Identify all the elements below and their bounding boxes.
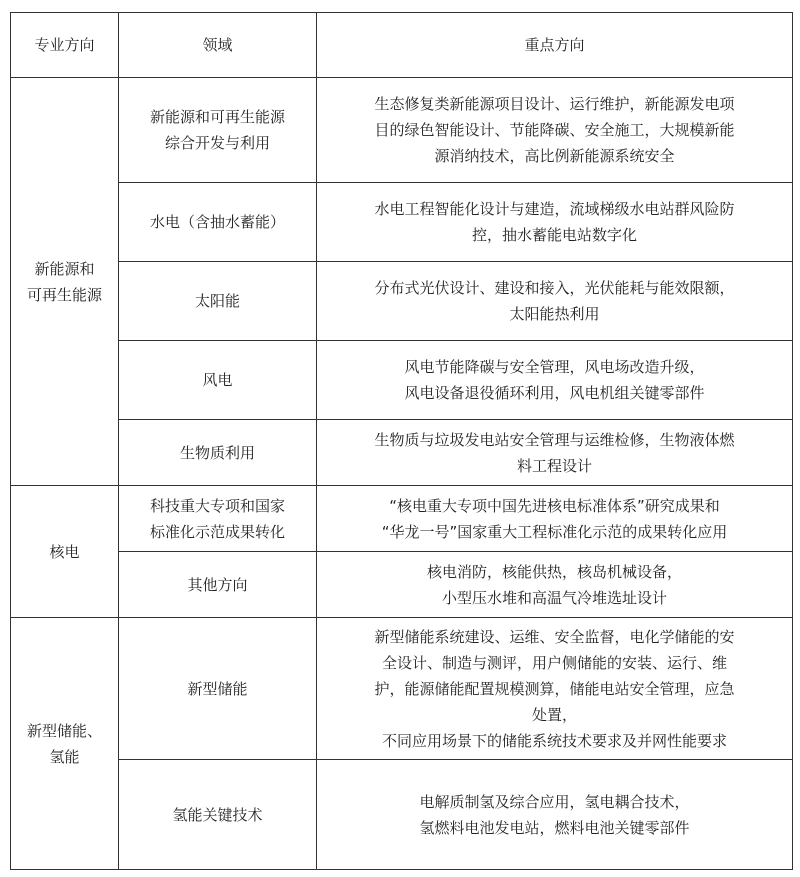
table-row — [11, 341, 793, 420]
domain-line: 新能源和可再生能源 — [149, 108, 285, 126]
direction-cell — [11, 486, 119, 618]
domain-cell — [119, 618, 317, 760]
table-row — [11, 262, 793, 341]
focus-cell — [317, 262, 793, 341]
standards-table — [10, 12, 793, 870]
focus-line: 不同应用场景下的储能系统技术要求及并网性能要求 — [381, 731, 727, 750]
domain-line: 新型储能 — [187, 679, 248, 698]
header-domain: 领域 — [119, 13, 317, 78]
domain-line: 科技重大专项和国家 — [149, 496, 285, 515]
direction-cell — [11, 618, 119, 870]
domain-cell — [119, 341, 317, 420]
focus-line: 目的绿色智能设计、节能降碳、安全施工，大规模新能 — [374, 121, 735, 139]
focus-line: 生物质与垃圾发电站安全管理与运维检修，生物液体燃 — [374, 430, 735, 449]
table-row — [11, 183, 793, 262]
header-direction: 专业方向 — [11, 13, 119, 78]
focus-line: 氢燃料电池发电站，燃料电池关键零部件 — [419, 818, 690, 837]
focus-line: 源消纳技术，高比例新能源系统安全 — [434, 147, 675, 165]
focus-line: “华龙一号”国家重大工程标准化示范的成果转化应用 — [381, 522, 728, 541]
focus-cell — [317, 420, 793, 486]
header-focus: 重点方向 — [317, 13, 793, 78]
focus-cell — [317, 183, 793, 262]
domain-line: 氢能关键技术 — [172, 805, 263, 824]
focus-cell — [317, 618, 793, 760]
domain-cell — [119, 760, 317, 870]
table-row — [11, 420, 793, 486]
table-row — [11, 760, 793, 870]
focus-cell — [317, 78, 793, 183]
focus-line: 分布式光伏设计、建设和接入，光伏能耗与能效限额， — [374, 279, 735, 297]
focus-cell — [317, 760, 793, 870]
direction-line: 新能源和 — [34, 259, 95, 278]
focus-line: 全设计、制造与测评，用户侧储能的安装、运行、维 — [381, 653, 727, 672]
domain-line: 太阳能 — [194, 292, 240, 310]
direction-line: 可再生能源 — [26, 285, 102, 304]
focus-line: 风电节能降碳与安全管理，风电场改造升级， — [404, 358, 705, 376]
focus-cell — [317, 486, 793, 552]
focus-line: 风电设备退役循环利用，风电机组关键零部件 — [404, 384, 705, 402]
focus-line: 护，能源储能配置规模测算，储能电站安全管理，应急 — [374, 679, 735, 698]
domain-cell — [119, 420, 317, 486]
domain-cell — [119, 262, 317, 341]
focus-line: 电解质制氢及综合应用，氢电耦合技术， — [419, 792, 690, 811]
domain-cell — [119, 78, 317, 183]
domain-line: 其他方向 — [187, 575, 248, 594]
focus-line: “核电重大专项中国先进核电标准体系”研究成果和 — [389, 496, 720, 515]
direction-line: 氢能 — [49, 747, 80, 766]
focus-cell — [317, 552, 793, 618]
domain-cell — [119, 486, 317, 552]
table-row — [11, 78, 793, 183]
domain-line: 风电 — [202, 371, 233, 389]
header-row — [11, 13, 793, 78]
table-row — [11, 552, 793, 618]
focus-line: 生态修复类新能源项目设计、运行维护，新能源发电项 — [374, 95, 735, 113]
domain-cell — [119, 183, 317, 262]
focus-line: 控，抽水蓄能电站数字化 — [471, 226, 637, 244]
domain-line: 综合开发与利用 — [164, 134, 270, 152]
focus-cell — [317, 341, 793, 420]
focus-line: 处置， — [531, 705, 577, 724]
direction-cell — [11, 78, 119, 486]
focus-line: 新型储能系统建设、运维、安全监督，电化学储能的安 — [374, 627, 735, 646]
focus-line: 料工程设计 — [516, 456, 592, 475]
focus-line: 核电消防，核能供热，核岛机械设备， — [426, 562, 682, 581]
domain-line: 生物质利用 — [179, 443, 255, 462]
focus-line: 小型压水堆和高温气冷堆选址设计 — [441, 588, 667, 607]
focus-line: 太阳能热利用 — [509, 305, 600, 323]
table-row — [11, 618, 793, 760]
direction-line: 新型储能、 — [26, 721, 102, 740]
table-row — [11, 486, 793, 552]
focus-line: 水电工程智能化设计与建造，流域梯级水电站群风险防 — [374, 200, 735, 218]
domain-line: 水电（含抽水蓄能） — [149, 213, 285, 231]
domain-cell — [119, 552, 317, 618]
domain-line: 标准化示范成果转化 — [149, 522, 285, 541]
direction-line: 核电 — [49, 542, 80, 561]
